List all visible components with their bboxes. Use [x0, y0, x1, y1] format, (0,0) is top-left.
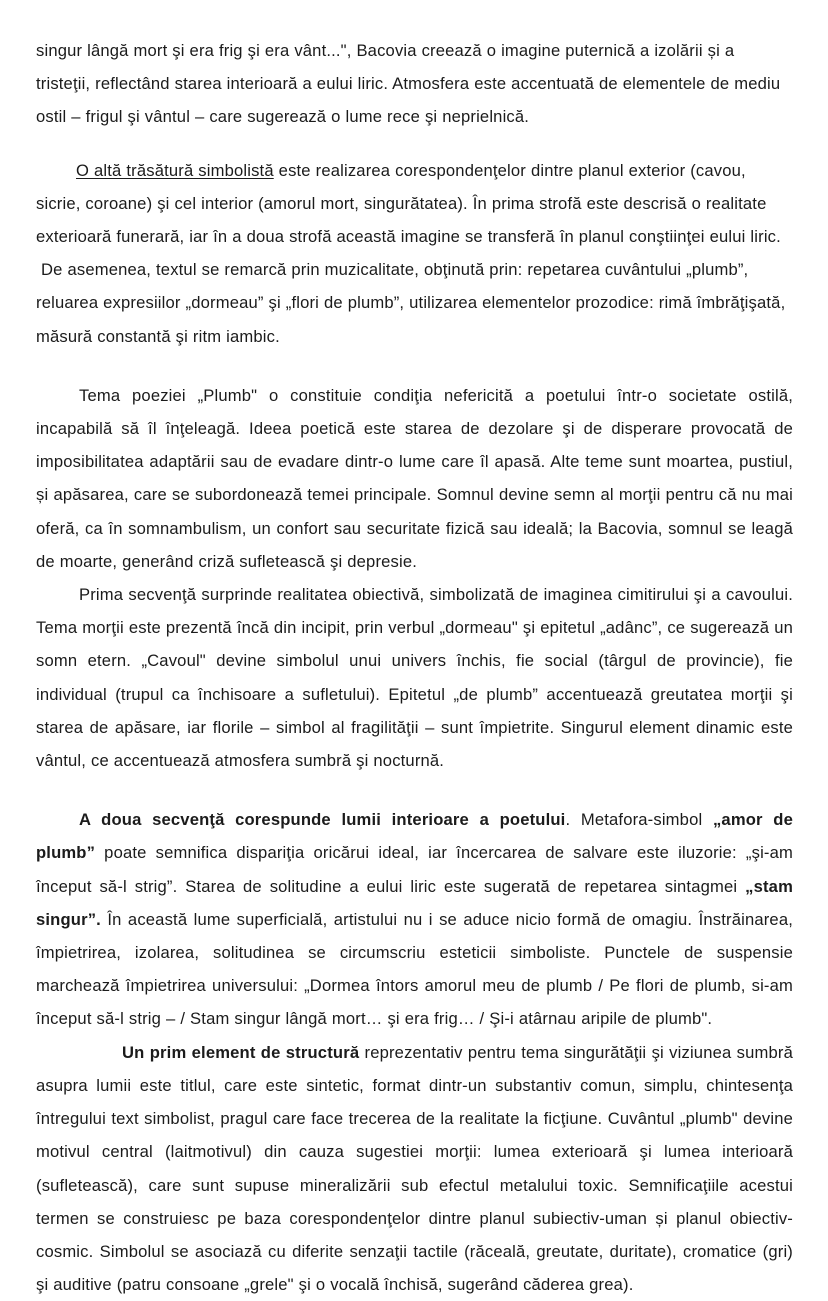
paragraph-p7 [36, 1036, 793, 1301]
text-run: reprezentativ pentru tema singurătăţii şi viziunea sumbră asupra lumii este titlul, care este sintetic, format dintr-un substantiv comun, simplu, chintesenţa întregului text simbolist, pragul care face trecerea de la realitate la ficţiune. Cuvântul „plumb" devine motivul central (laitmotivul) din cauza sugestiei morţii: lumea exterioară şi lumea interioară (sufletească), care sunt supuse mineralizării sub efectul metalului toxic. Semnificaţiile acestui termen se construiesc pe baza corespondenţelor dintre planul subiectiv-uman și planul obiectiv-cosmic. Simbolul se asociază cu diferite senzaţii tactile (răceală, greutate, duritate), cromatice (gri) şi auditive (patru consoane „grele" şi o vocală închisă, sugerând căderea grea). [36, 1042, 793, 1295]
paragraph-p4 [36, 379, 793, 578]
paragraph-p3 [36, 253, 793, 353]
paragraph-p2 [36, 154, 793, 254]
text-run: poate semnifica dispariţia oricărui ideal, iar încercarea de salvare este iluzorie: „şi-am început să-l strig”. Starea de solitudine a eului liric este sugerată de repetarea sintagmei [36, 843, 793, 896]
text-run: În această lume superficială, artistului nu i se aduce nicio formă de omagiu. Înstrăinarea, împietrirea, izolarea, solitudinea se circumscriu esteticii simboliste. Punctele de suspensie marchează împietrirea universului: „Dormea întors amorul meu de plumb / Pe flori de plumb, si-am început să-l strig – / Stam singur lângă mort… şi era frig… / Şi-i atârnau aripile de plumb". [36, 909, 793, 1029]
bold-run: Un prim element de structură [122, 1042, 360, 1062]
paragraph-p5 [36, 578, 793, 777]
bold-run: A doua secvenţă corespunde lumii interioare a poetului [79, 810, 566, 830]
paragraph-p6 [36, 803, 793, 1035]
text-run: De asemenea, textul se remarcă prin muzicalitate, obţinută prin: repetarea cuvântului „plumb”, reluarea expresiilor „dormeau” şi „flori de plumb”, utilizarea elementelor prozodice: rimă îmbrăţişată, măsură constantă şi ritm iambic. [36, 260, 786, 346]
text-run: Prima secvenţă surprinde realitatea obiectivă, simbolizată de imaginea cimitirului şi a cavoului. Tema morţii este prezentă încă din incipit, prin verbul „dormeau" şi epitetul „adânc”, ce sugerează un somn etern. „Cavoul" devine simbolul unui univers închis, fie social (târgul de provincie), fie individual (trupul ca închisoare a sufletului). Epitetul „de plumb” accentuează greutatea morţii şi starea de apăsare, iar florile – simbol al fragilităţii – sunt împietrite. Singurul element dinamic este vântul, ce accentuează atmosfera sumbră şi nocturnă. [36, 585, 793, 771]
paragraph-p1 [36, 34, 793, 134]
bold-run: „amor de plumb” [36, 810, 794, 863]
text-run: singur lângă mort şi era frig şi era vânt...", Bacovia creează o imagine puternică a izolării și a tristeţii, reflectând starea interioară a eului liric. Atmosfera este accentuată de elementele de mediu ostil – frigul şi vântul – care sugerează o lume rece şi neprielnică. [36, 41, 781, 127]
text-run: este realizarea corespondenţelor dintre planul exterior (cavou, sicrie, coroane) şi cel interior (amorul mort, singurătatea). În prima strofă este descrisă o realitate exterioară funerară, iar în a doua strofă această imagine se transferă în planul conştiinţei eului liric. [36, 160, 781, 247]
bold-run: „stam singur”. [36, 876, 793, 929]
underlined-run: O altă trăsătură simbolistă [76, 160, 274, 180]
document-body [36, 34, 793, 1301]
text-run: . Metafora-simbol [565, 810, 713, 830]
text-run: Tema poeziei „Plumb" o constituie condiţia nefericită a poetului într-o societate ostilă, incapabilă să îl înţeleagă. Ideea poetică este starea de dezolare şi de disperare provocată de imposibilitatea adaptării sau de evadare dintr-o lume care îl apasă. Alte teme sunt moartea, pustiul, și apăsarea, care se subordonează temei principale. Somnul devine semn al morţii pentru că nu mai oferă, ca în somnambulism, un confort sau securitate fizică sau ideală; la Bacovia, somnul se leagă de moarte, generând criză sufletească şi depresie. [36, 385, 793, 571]
